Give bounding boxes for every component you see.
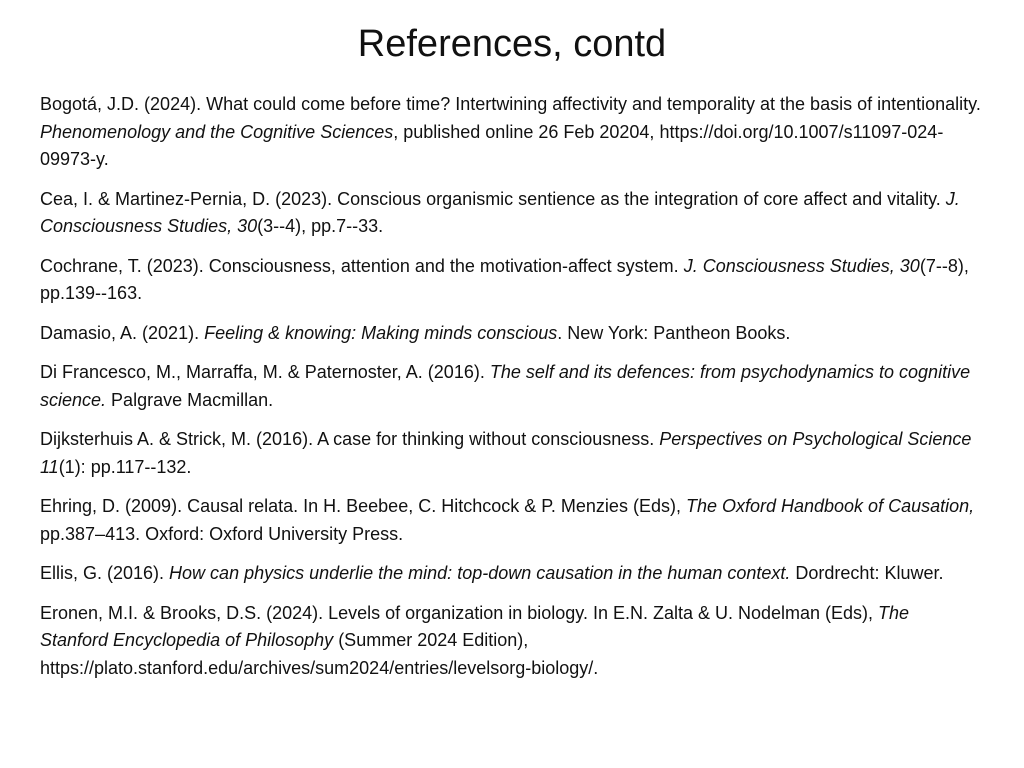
reference-entry <box>40 426 982 481</box>
reference-text-tail: Palgrave Macmillan. <box>106 389 274 410</box>
reference-source-title: The Oxford Handbook of Causation, <box>685 496 975 516</box>
reference-source-title: J. Consciousness Studies, 30 <box>683 255 920 276</box>
reference-source-title: J. Consciousness Studies, 30 <box>40 188 960 236</box>
reference-text: Ehring, D. (2009). Causal relata. In H. Beebee, C. Hitchcock & P. Menzies (Eds), <box>40 496 686 516</box>
reference-text-tail: , published online 26 Feb 20204, https://doi.org/10.1007/s11097-024-09973-y. <box>40 121 944 169</box>
reference-text: Di Francesco, M., Marraffa, M. & Paternoster, A. (2016). <box>40 362 490 382</box>
reference-entry <box>40 600 982 683</box>
reference-source-title: The Stanford Encyclopedia of Philosophy <box>40 602 910 650</box>
reference-entry <box>40 253 982 308</box>
reference-list <box>40 91 982 694</box>
reference-entry <box>40 560 982 588</box>
reference-source-title: The self and its defences: from psychodynamics to cognitive science. <box>40 362 971 410</box>
reference-text-tail: pp.387–413. Oxford: Oxford University Press. <box>40 523 404 544</box>
reference-entry <box>40 493 982 548</box>
reference-entry <box>40 359 982 414</box>
reference-text-tail: (7--8), pp.139--163. <box>40 255 969 303</box>
reference-entry <box>40 186 982 241</box>
reference-source-title: Phenomenology and the Cognitive Sciences <box>40 121 394 142</box>
reference-source-title: Perspectives on Psychological Science 11 <box>40 429 972 477</box>
reference-text: Eronen, M.I. & Brooks, D.S. (2024). Levels of organization in biology. In E.N. Zalta & U. Nodelman (Eds), <box>40 602 879 623</box>
reference-text-tail: . New York: Pantheon Books. <box>557 322 791 343</box>
reference-entry <box>40 320 982 348</box>
reference-text: Dijksterhuis A. & Strick, M. (2016). A case for thinking without consciousness. <box>40 429 660 449</box>
reference-text: Cea, I. & Martinez-Pernia, D. (2023). Conscious organismic sentience as the integration of core affect and vitality. <box>40 188 946 209</box>
reference-text: Cochrane, T. (2023). Consciousness, attention and the motivation-affect system. <box>40 255 684 276</box>
reference-source-title: How can physics underlie the mind: top-down causation in the human context. <box>169 563 791 583</box>
reference-entry <box>40 91 982 174</box>
slide-title: References, contd <box>357 23 667 65</box>
reference-text: Ellis, G. (2016). <box>40 563 170 583</box>
reference-text: Damasio, A. (2021). <box>40 322 205 343</box>
reference-source-title: Feeling & knowing: Making minds conscious <box>204 322 558 343</box>
reference-text-tail: (3--4), pp.7--33. <box>257 216 384 236</box>
reference-text-tail: Dordrecht: Kluwer. <box>790 563 944 583</box>
reference-text-tail: (Summer 2024 Edition), https://plato.stanford.edu/archives/sum2024/entries/levelsorg-biology/. <box>40 630 599 678</box>
reference-text: Bogotá, J.D. (2024). What could come before time? Intertwining affectivity and temporality at the basis of intentionality. <box>40 94 981 114</box>
reference-text-tail: (1): pp.117--132. <box>58 456 192 477</box>
